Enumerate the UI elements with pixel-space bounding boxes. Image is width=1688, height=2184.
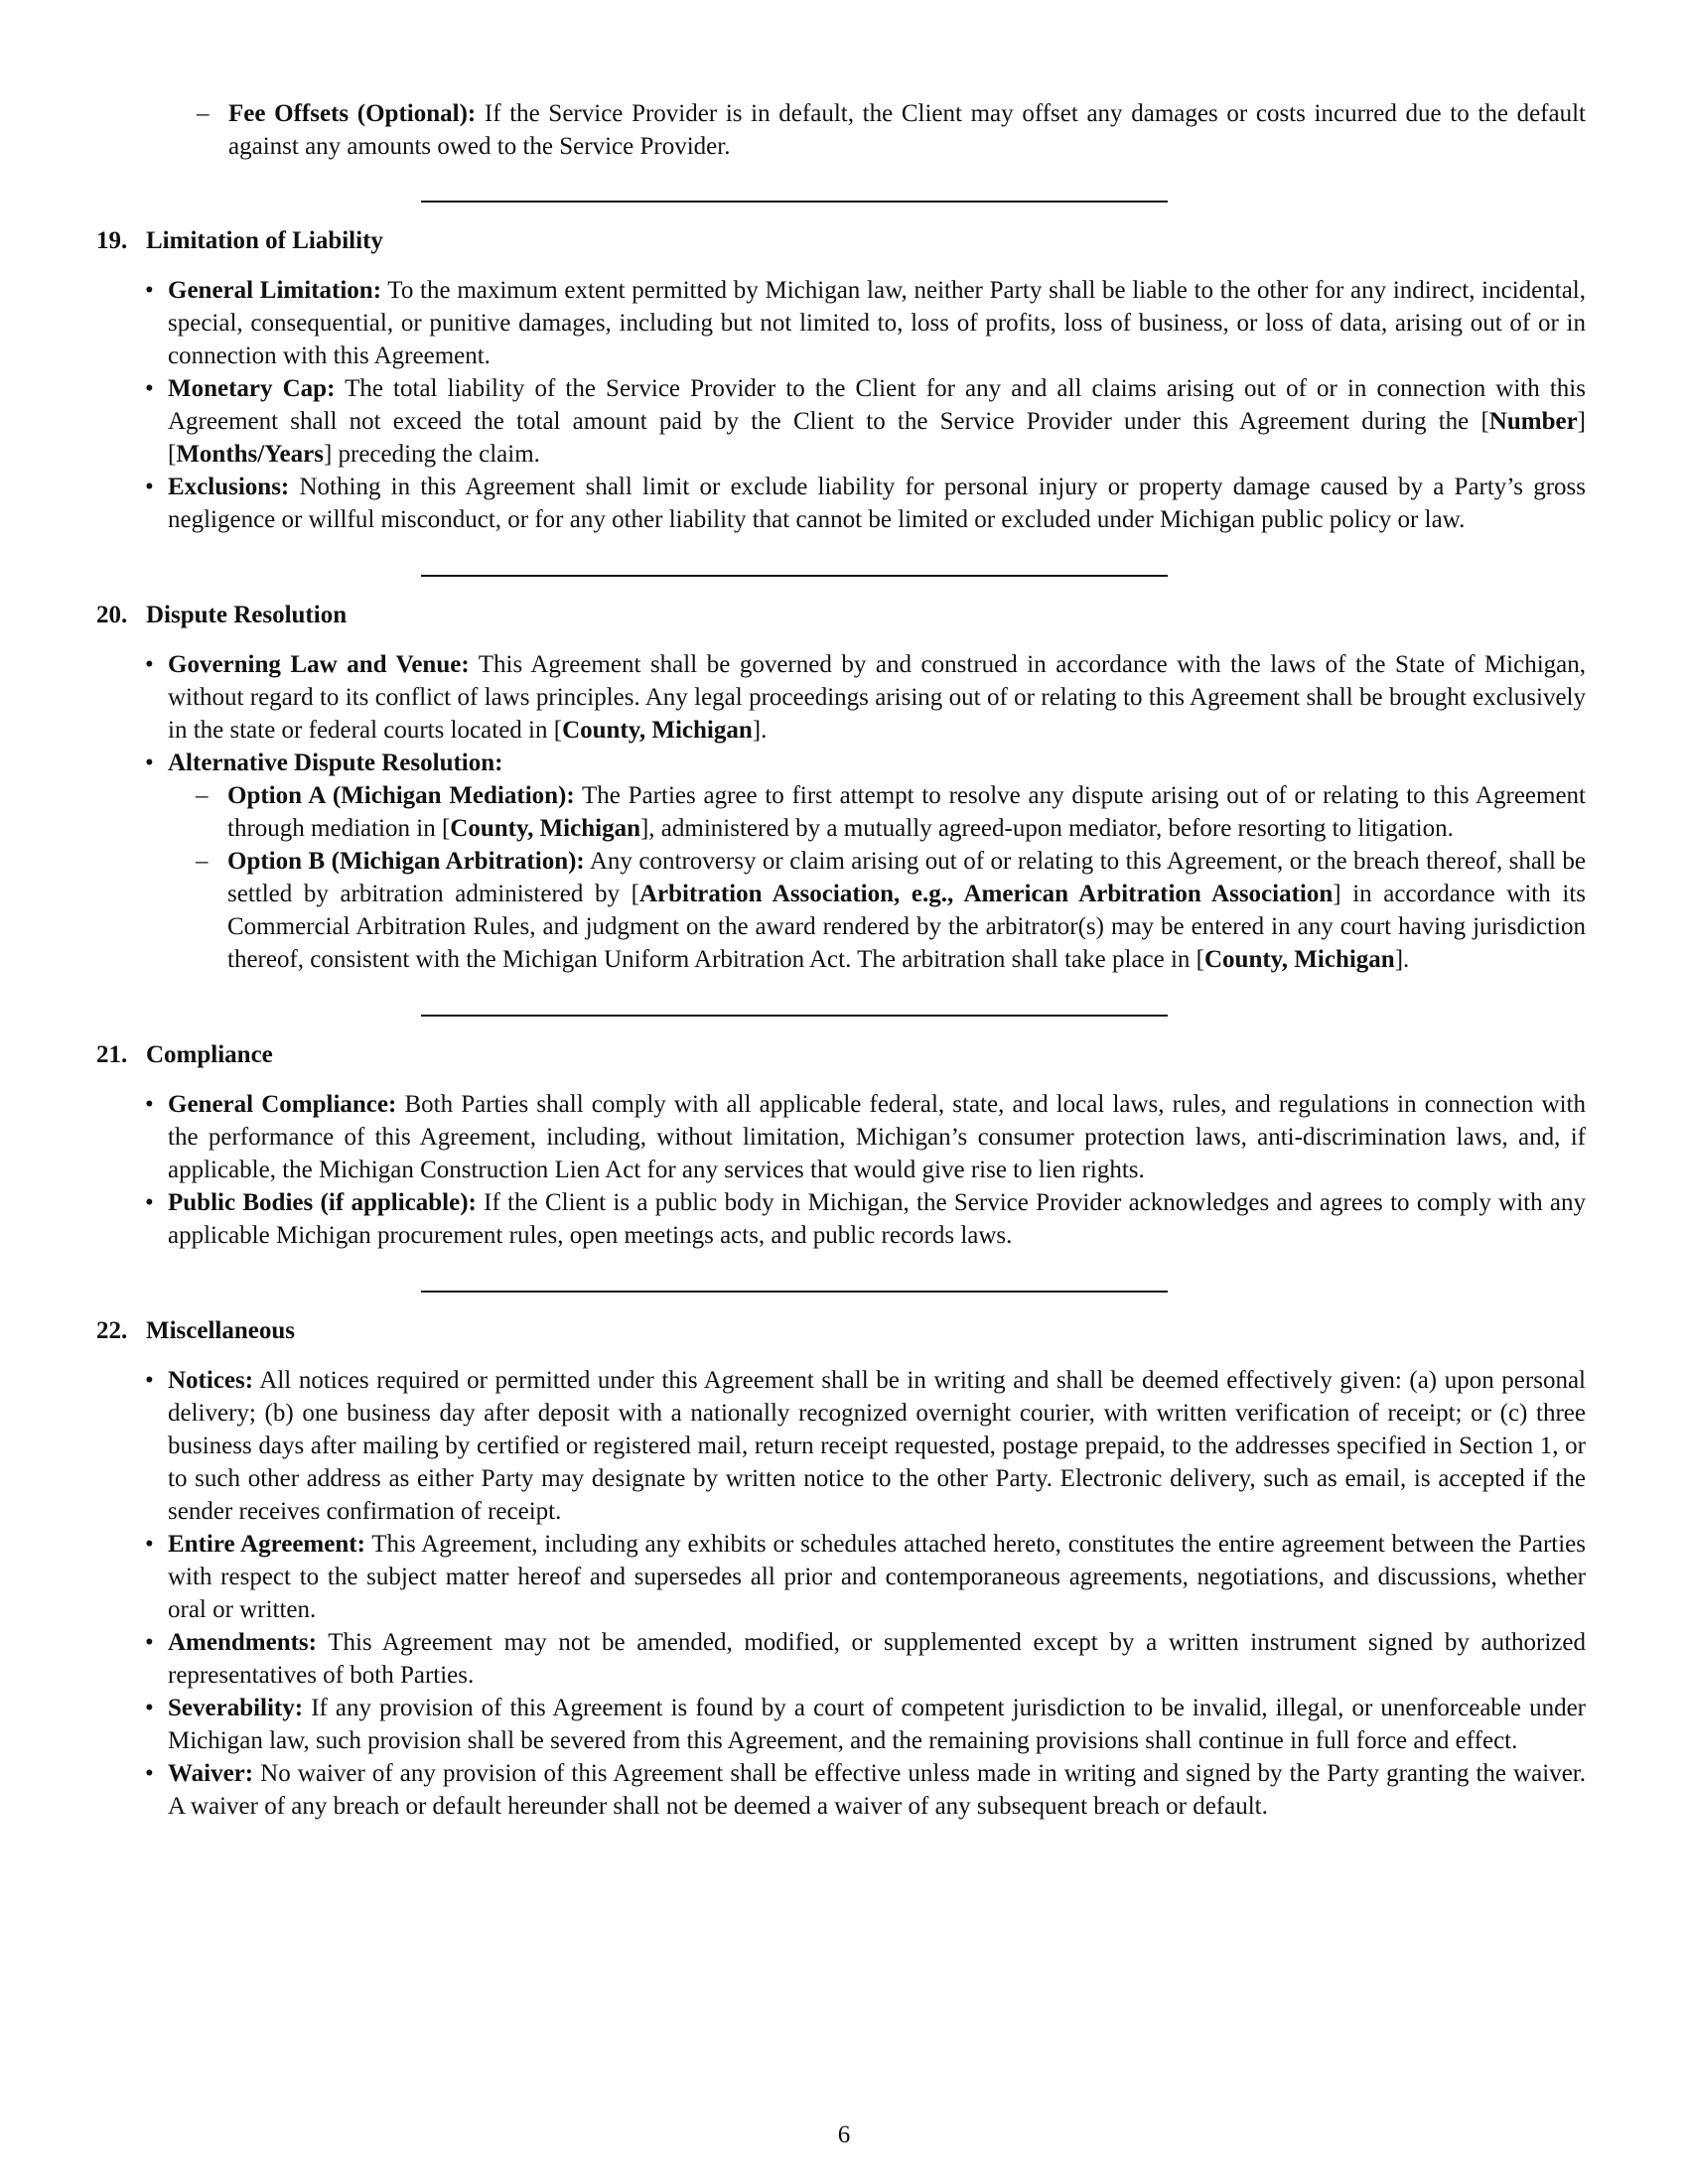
section-divider (421, 1291, 1168, 1293)
list-item (145, 1692, 1586, 1757)
item-label: Fee Offsets (Optional): (228, 100, 477, 127)
bullet-marker: • (145, 1091, 154, 1118)
section-title: Miscellaneous (146, 1317, 295, 1344)
section-heading (96, 1314, 1586, 1347)
bullet-marker: • (145, 1629, 154, 1656)
item-text: ]. (1394, 946, 1410, 973)
item-text: Both Parties shall comply with all applicable federal, state, and local laws, rules, and regulations in connection with the performance of this Agreement, including, without limitation, Michigan’s consumer protection laws, anti-discrimination laws, and, if applicable, the Michigan Construction Lien Act for any services that would give rise to lien rights. (168, 1091, 1586, 1183)
placeholder-county: County, Michigan (562, 717, 753, 744)
list-item (145, 1364, 1586, 1528)
item-label: Exclusions: (168, 474, 290, 500)
bullet-marker: • (145, 1531, 154, 1558)
page-number: 6 (837, 2121, 851, 2148)
placeholder-number: Number (1488, 408, 1578, 435)
item-text: The total liability of the Service Provider to the Client for any and all claims arising out of or in connection with this Agreement shall not exceed the total amount paid by the Client to the Service Provider under this Agreement during the [ (168, 375, 1586, 435)
item-label: Option B (Michigan Arbitration): (227, 848, 585, 875)
item-label: Notices: (168, 1367, 254, 1394)
dash-marker: – (196, 848, 209, 875)
list-item (145, 648, 1586, 747)
list-item (145, 274, 1586, 372)
section-number: 21. (96, 1041, 128, 1068)
item-label: Monetary Cap: (168, 375, 336, 402)
list-item (145, 1088, 1586, 1186)
placeholder-county: County, Michigan (1204, 946, 1395, 973)
section-title: Limitation of Liability (146, 227, 383, 254)
item-label: Alternative Dispute Resolution: (168, 750, 503, 776)
placeholder-county: County, Michigan (450, 815, 640, 842)
bullet-marker: • (145, 750, 154, 776)
bullet-marker: • (145, 474, 154, 500)
list-item (145, 1626, 1586, 1692)
list-item (145, 1186, 1586, 1252)
section-21 (96, 1038, 1586, 1252)
item-text: To the maximum extent permitted by Michigan law, neither Party shall be liable to the other for any indirect, incidental, special, consequential, or punitive damages, including but not limited to, loss of profits, loss of business, or loss of data, arising out of or in connection with this Agreement. (168, 277, 1586, 369)
placeholder-arbitration-association: Arbitration Association, e.g., American Arbitration Association (638, 881, 1334, 907)
section-divider (421, 201, 1168, 203)
section-number: 22. (96, 1317, 128, 1344)
section-heading (96, 599, 1586, 631)
item-text: ] in accordance with its Commercial Arbitration Rules, and judgment on the award rendered by the arbitrator(s) may be entered in any court having jurisdiction thereof, consistent with the Michigan Uniform Arbitration Act. The arbitration shall take place in [ (227, 881, 1586, 973)
item-text: Any controversy or claim arising out of or relating to this Agreement, or the breach thereof, shall be settled by arbitration administered by [ (227, 848, 1586, 907)
item-text: ] preceding the claim. (323, 441, 540, 468)
bullet-marker: • (145, 277, 154, 304)
section-number: 19. (96, 227, 128, 254)
item-text: All notices required or permitted under this Agreement shall be in writing and shall be deemed effectively given: (a) upon personal delivery; (b) one business day after deposit with a nationally recognized overnight courier, with written verification of receipt; or (c) three business days after mailing by certified or registered mail, return receipt requested, postage prepaid, to the addresses specified in Section 1, or to such other address as either Party may designate by written notice to the other Party. Electronic delivery, such as email, is accepted if the sender receives confirmation of receipt. (168, 1367, 1586, 1525)
section-title: Compliance (146, 1041, 273, 1068)
section-title: Dispute Resolution (146, 602, 348, 628)
item-text: If any provision of this Agreement is found by a court of competent jurisdiction to be invalid, illegal, or unenforceable under Michigan law, such provision shall be severed from this Agreement, and the remaining provisions shall continue in full force and effect. (168, 1695, 1586, 1754)
section-divider (421, 575, 1168, 577)
list-item (145, 747, 1586, 976)
item-text: This Agreement may not be amended, modified, or supplemented except by a written instrument signed by authorized representatives of both Parties. (168, 1629, 1586, 1689)
item-label: Severability: (168, 1695, 304, 1721)
list-item (145, 372, 1586, 471)
item-text: If the Service Provider is in default, the Client may offset any damages or costs incurred due to the default against any amounts owed to the Service Provider. (228, 100, 1586, 160)
section-22 (96, 1314, 1586, 1823)
dash-marker: – (196, 782, 209, 809)
item-text: ]. (752, 717, 768, 744)
item-text: No waiver of any provision of this Agreement shall be effective unless made in writing and signed by the Party granting the waiver. A waiver of any breach or default hereunder shall not be deemed a waiver of any subsequent breach or default. (168, 1760, 1586, 1820)
placeholder-months-years: Months/Years (176, 441, 324, 468)
item-text: If the Client is a public body in Michigan, the Service Provider acknowledges and agrees to comply with any applicable Michigan procurement rules, open meetings acts, and public records laws. (168, 1189, 1586, 1249)
section-19 (96, 224, 1586, 536)
item-label: Public Bodies (if applicable): (168, 1189, 477, 1216)
list-item (145, 471, 1586, 536)
bullet-marker: • (145, 1367, 154, 1394)
section-divider (421, 1015, 1168, 1017)
item-label: Governing Law and Venue: (168, 651, 470, 678)
item-label: Option A (Michigan Mediation): (227, 782, 575, 809)
item-label: General Compliance: (168, 1091, 397, 1118)
item-text: This Agreement, including any exhibits or schedules attached hereto, constitutes the entire agreement between the Parties with respect to the subject matter hereof and supersedes all prior and contemporaneous agreements, negotiations, and discussions, whether oral or written. (168, 1531, 1587, 1623)
item-text: ], administered by a mutually agreed-upon mediator, before resorting to litigation. (639, 815, 1454, 842)
list-item (145, 1757, 1586, 1823)
sub-list-item (196, 845, 1586, 976)
section-number: 20. (96, 602, 128, 628)
item-label: General Limitation: (168, 277, 382, 304)
dash-marker: – (197, 100, 210, 127)
bullet-marker: • (145, 375, 154, 402)
sub-list-item (196, 779, 1586, 845)
document-page (96, 97, 1586, 1823)
section-20 (96, 599, 1586, 976)
item-label: Amendments: (168, 1629, 317, 1656)
item-text: Nothing in this Agreement shall limit or exclude liability for personal injury or property damage caused by a Party’s gross negligence or willful misconduct, or for any other liability that cannot be limited or excluded under Michigan public policy or law. (168, 474, 1586, 533)
section-heading (96, 224, 1586, 257)
item-text: This Agreement shall be governed by and construed in accordance with the laws of the State of Michigan, without regard to its conflict of laws principles. Any legal proceedings arising out of or relating to this Agreement shall be brought exclusively in the state or federal courts located in [ (168, 651, 1586, 744)
item-text: ] [ (168, 408, 1586, 468)
fee-offsets-item (197, 97, 1586, 163)
bullet-marker: • (145, 1189, 154, 1216)
list-item (145, 1528, 1587, 1626)
item-text: The Parties agree to first attempt to resolve any dispute arising out of or relating to this Agreement through mediation in [ (227, 782, 1586, 842)
section-heading (96, 1038, 1586, 1071)
bullet-marker: • (145, 1695, 154, 1721)
bullet-marker: • (145, 651, 154, 678)
item-label: Entire Agreement: (168, 1531, 365, 1558)
bullet-marker: • (145, 1760, 154, 1787)
item-label: Waiver: (168, 1760, 254, 1787)
